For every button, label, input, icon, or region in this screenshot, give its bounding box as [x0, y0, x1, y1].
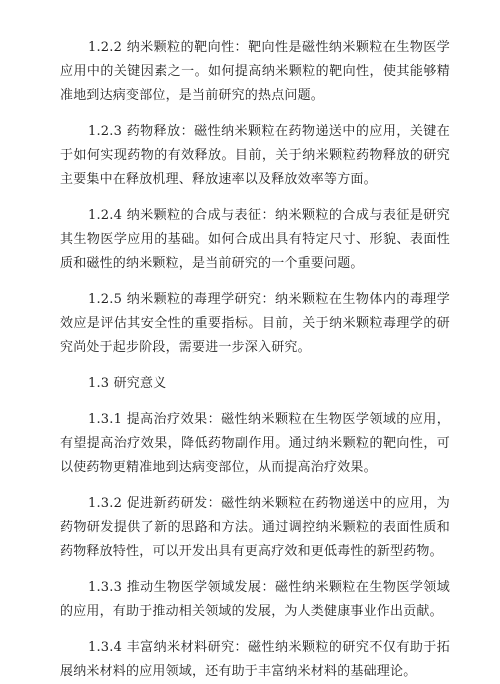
- paragraph-1-2-3: 1.2.3 药物释放：磁性纳米颗粒在药物递送中的应用，关键在于如何实现药物的有效释放。目前，关于纳米颗粒药物释放的研究主要集中在释放机理、释放速率以及释放效率等方面。: [60, 124, 450, 187]
- paragraph-1-3-1: 1.3.1 提高治疗效果：磁性纳米颗粒在生物医学领域的应用，有望提高治疗效果，降低药物副作用。通过纳米颗粒的靶向性，可以使药物更精准地到达病变部位，从而提高治疗效果。: [60, 412, 450, 475]
- paragraph-1-3-4: 1.3.4 丰富纳米材料研究：磁性纳米颗粒的研究不仅有助于拓展纳米材料的应用领域，还有助于丰富纳米材料的基础理论。: [60, 640, 450, 679]
- paragraph-1-2-2: 1.2.2 纳米颗粒的靶向性：靶向性是磁性纳米颗粒在生物医学应用中的关键因素之一。如何提高纳米颗粒的靶向性，使其能够精准地到达病变部位，是当前研究的热点问题。: [60, 40, 450, 103]
- paragraph-1-3-3: 1.3.3 推动生物医学领域发展：磁性纳米颗粒在生物医学领域的应用，有助于推动相关领域的发展，为人类健康事业作出贡献。: [60, 580, 450, 619]
- section-heading-1-3: 1.3 研究意义: [88, 376, 167, 391]
- paragraph-1-2-4: 1.2.4 纳米颗粒的合成与表征：纳米颗粒的合成与表征是研究其生物医学应用的基础。如何合成出具有特定尺寸、形貌、表面性质和磁性的纳米颗粒，是当前研究的一个重要问题。: [60, 208, 450, 271]
- paragraph-1-2-5: 1.2.5 纳米颗粒的毒理学研究：纳米颗粒在生物体内的毒理学效应是评估其安全性的重要指标。目前，关于纳米颗粒毒理学的研究尚处于起步阶段，需要进一步深入研究。: [60, 292, 450, 355]
- paragraph-1-3-2: 1.3.2 促进新药研发：磁性纳米颗粒在药物递送中的应用，为药物研发提供了新的思路和方法。通过调控纳米颗粒的表面性质和药物释放特性，可以开发出具有更高疗效和更低毒性的新型药物。: [60, 496, 450, 559]
